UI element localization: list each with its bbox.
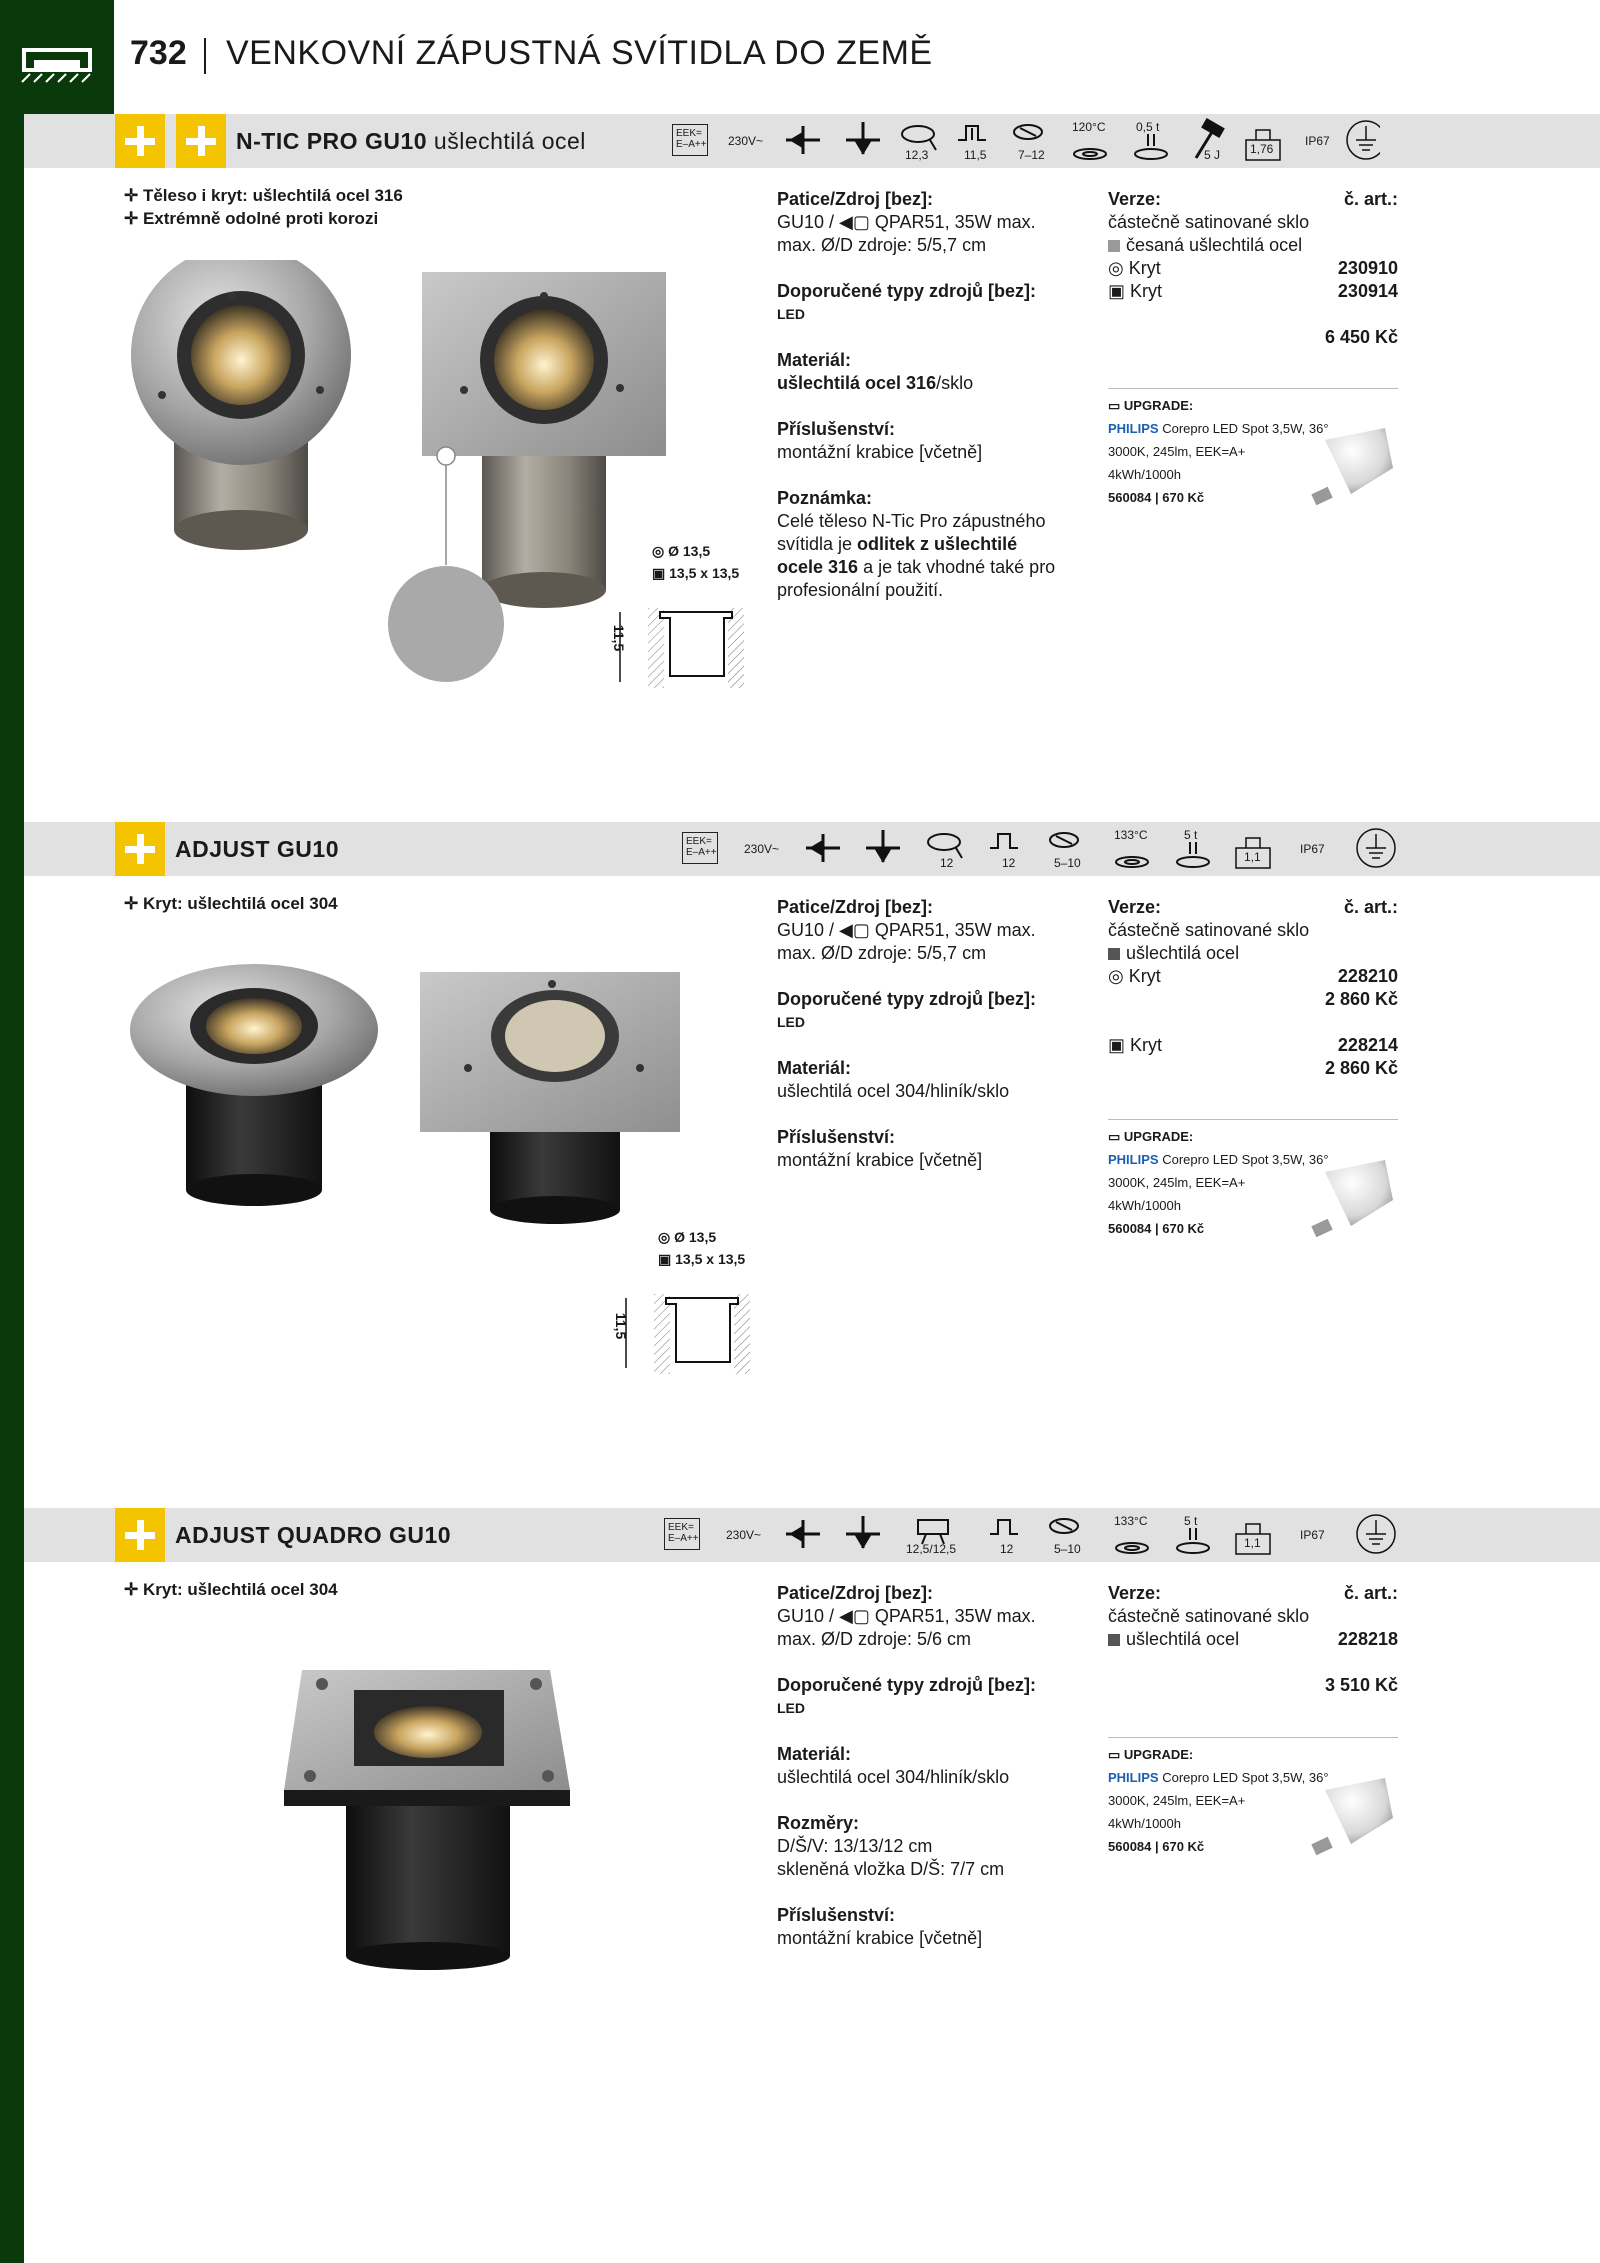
- article-row: ◎ Kryt 228210: [1108, 966, 1398, 986]
- version-heading: Verze:: [1108, 189, 1162, 209]
- voltage-label: 230V~: [728, 134, 764, 148]
- spec-value: 5–10: [1054, 1542, 1081, 1556]
- spec-load: 5 t: [1184, 828, 1198, 842]
- spec-value: 12: [1002, 856, 1016, 870]
- upgrade-title: ▭ UPGRADE:: [1108, 398, 1194, 413]
- square-dimension: ▣ 13,5 x 13,5: [658, 1251, 746, 1267]
- led-icon: LED: [777, 1014, 805, 1030]
- dimensions-value: D/Š/V: 13/13/12 cm: [777, 1836, 933, 1856]
- page-title: VENKOVNÍ ZÁPUSTNÁ SVÍTIDLA DO ZEMĚ: [226, 34, 933, 72]
- price: 2 860 Kč: [1324, 1058, 1398, 1078]
- product-name: ADJUST QUADRO GU10: [175, 1522, 452, 1548]
- feature-plus-icon: [115, 114, 165, 168]
- material-value: ušlechtilá ocel 304/hliník/sklo: [777, 1081, 1010, 1101]
- beam-icon: [1014, 125, 1042, 139]
- spec-temperature: 120°C: [1072, 120, 1106, 134]
- brushed-swatch-icon: [1108, 240, 1120, 252]
- accessories-heading: Příslušenství:: [777, 419, 896, 439]
- version-column: [1108, 1582, 1398, 1697]
- philips-logo: PHILIPS: [1108, 421, 1159, 436]
- spec-load: 0,5 t: [1136, 120, 1160, 134]
- direction-in-icon: [786, 126, 820, 154]
- upgrade-price: 560084 | 670 Kč: [1108, 490, 1205, 505]
- upgrade-line: 4kWh/1000h: [1108, 1816, 1181, 1831]
- round-dimension: ◎ Ø 13,5: [658, 1229, 717, 1245]
- led-icon: LED: [777, 306, 805, 322]
- divider: [1108, 388, 1398, 389]
- note-line: svítidla je odlitek z ušlechtilé: [777, 534, 1018, 554]
- upgrade-line: 4kWh/1000h: [1108, 467, 1181, 482]
- product-image-adjust-quadro: [280, 1670, 580, 1980]
- recommended-heading: Doporučené typy zdrojů [bez]:: [777, 989, 1037, 1009]
- product-name: ADJUST GU10: [175, 836, 339, 862]
- article-row: ušlechtilá ocel 228218: [1108, 1628, 1398, 1651]
- article-row: ▣ Kryt 228214: [1108, 1035, 1398, 1055]
- spec-temperature: 133°C: [1114, 1514, 1148, 1528]
- material-heading: Materiál:: [777, 1744, 852, 1764]
- spec-value: 7–12: [1018, 148, 1045, 162]
- load-icon: [1135, 134, 1167, 159]
- version-heading: Verze:: [1108, 897, 1162, 917]
- spec-weight: 1,76: [1250, 142, 1274, 156]
- socket-value: GU10 / ◀▢ QPAR51, 35W max.: [777, 1606, 1036, 1626]
- energy-class-badge: EEK= E–A++: [664, 1518, 700, 1550]
- spec-impact: 5 J: [1204, 148, 1221, 162]
- finish-type: ušlechtilá ocel: [1108, 942, 1398, 965]
- price: 6 450 Kč: [1324, 327, 1398, 347]
- price: 3 510 Kč: [1324, 1675, 1398, 1695]
- energy-class-badge: EEK= E–A++: [682, 832, 718, 864]
- upgrade-line: 3000K, 245lm, EEK=A+: [1108, 444, 1246, 459]
- steel-swatch-icon: [1108, 1634, 1120, 1646]
- material-value: ušlechtilá ocel 304/hliník/sklo: [777, 1767, 1010, 1787]
- upgrade-line: 4kWh/1000h: [1108, 1198, 1181, 1213]
- spec-value: 11,5: [964, 148, 987, 162]
- version-column: [1108, 188, 1398, 349]
- feature-item: ✛ Kryt: ušlechtilá ocel 304: [124, 1580, 338, 1599]
- article-heading: č. art.:: [1343, 1583, 1398, 1603]
- finish-type: česaná ušlechtilá ocel: [1108, 234, 1398, 257]
- spec-value: 12: [940, 856, 954, 870]
- dimensions-value: skleněná vložka D/Š: 7/7 cm: [777, 1859, 1005, 1879]
- socket-value: GU10 / ◀▢ QPAR51, 35W max.: [777, 920, 1036, 940]
- dimensions-block: [658, 1226, 745, 1270]
- accessories-heading: Příslušenství:: [777, 1905, 896, 1925]
- upgrade-line: 3000K, 245lm, EEK=A+: [1108, 1175, 1246, 1190]
- feature-plus-icon: [176, 114, 226, 168]
- spec-ip: IP67: [1300, 1528, 1325, 1542]
- product-image-adjust: [120, 960, 680, 1260]
- upgrade-line: Corepro LED Spot 3,5W, 36°: [1162, 421, 1329, 436]
- socket-heading: Patice/Zdroj [bez]:: [777, 1583, 934, 1603]
- product-name: N-TIC PRO GU10 ušlechtilá ocel: [236, 128, 586, 154]
- recommended-heading: Doporučené typy zdrojů [bez]:: [777, 281, 1037, 301]
- philips-logo: PHILIPS: [1108, 1152, 1159, 1167]
- feature-list: [124, 184, 403, 230]
- glass-type: částečně satinované sklo: [1108, 1606, 1310, 1626]
- divider: [1108, 1737, 1398, 1738]
- upgrade-price: 560084 | 670 Kč: [1108, 1839, 1205, 1854]
- upgrade-line: Corepro LED Spot 3,5W, 36°: [1162, 1770, 1329, 1785]
- feature-plus-icon: [115, 822, 165, 876]
- energy-class-badge: EEK= E–A++: [672, 124, 708, 156]
- spec-temperature: 133°C: [1114, 828, 1148, 842]
- recommended-heading: Doporučené typy zdrojů [bez]:: [777, 1675, 1037, 1695]
- socket-size: max. Ø/D zdroje: 5/5,7 cm: [777, 235, 987, 255]
- material-heading: Materiál:: [777, 350, 852, 370]
- product-image-ntic: [110, 260, 670, 690]
- socket-heading: Patice/Zdroj [bez]:: [777, 897, 934, 917]
- upgrade-line: Corepro LED Spot 3,5W, 36°: [1162, 1152, 1329, 1167]
- spec-load: 5 t: [1184, 1514, 1198, 1528]
- upgrade-price: 560084 | 670 Kč: [1108, 1221, 1205, 1236]
- spec-column: [777, 188, 1077, 602]
- socket-size: max. Ø/D zdroje: 5/6 cm: [777, 1629, 972, 1649]
- article-row: ◎ Kryt 230910: [1108, 258, 1398, 278]
- note-line: Celé těleso N-Tic Pro zápustného: [777, 511, 1046, 531]
- spec-value: 12: [1000, 1542, 1014, 1556]
- socket-size: max. Ø/D zdroje: 5/5,7 cm: [777, 943, 987, 963]
- page-number: 732: [130, 34, 187, 72]
- version-column: [1108, 896, 1398, 1080]
- spec-ip: IP67: [1305, 134, 1330, 148]
- voltage-label: 230V~: [744, 842, 780, 856]
- spec-column: [777, 1582, 1077, 1950]
- height-icon: [958, 126, 986, 140]
- upgrade-title: ▭ UPGRADE:: [1108, 1129, 1194, 1144]
- recessed-light-icon: [0, 0, 114, 114]
- led-bulb-image: [1305, 420, 1405, 520]
- height-dimension: 11,5: [611, 624, 628, 652]
- spec-column: [777, 896, 1077, 1172]
- category-tab: [0, 0, 114, 114]
- title-separator: [204, 38, 206, 74]
- version-heading: Verze:: [1108, 1583, 1162, 1603]
- glass-type: částečně satinované sklo: [1108, 920, 1310, 940]
- dimensions-block: [652, 540, 739, 584]
- green-side-bar: [0, 0, 24, 2263]
- accessories-value: montážní krabice [včetně]: [777, 442, 983, 462]
- price: 2 860 Kč: [1324, 989, 1398, 1009]
- accessories-value: montážní krabice [včetně]: [777, 1928, 983, 1948]
- feature-item: ✛ Těleso i kryt: ušlechtilá ocel 316: [124, 186, 403, 205]
- dimensions-heading: Rozměry:: [777, 1813, 860, 1833]
- socket-value: GU10 / ◀▢ QPAR51, 35W max.: [777, 212, 1036, 232]
- direction-down-icon: [846, 122, 880, 154]
- note-line: ocele 316 a je tak vhodné také pro: [777, 557, 1056, 577]
- spec-weight: 1,1: [1244, 850, 1261, 864]
- spec-weight: 1,1: [1244, 1536, 1261, 1550]
- led-icon: LED: [777, 1700, 805, 1716]
- spec-ip: IP67: [1300, 842, 1325, 856]
- led-bulb-image: [1305, 1770, 1405, 1870]
- spec-value: 5–10: [1054, 856, 1081, 870]
- height-dimension: 11,5: [613, 1312, 630, 1340]
- tilt-icon: [902, 126, 936, 150]
- upgrade-title: ▭ UPGRADE:: [1108, 1747, 1194, 1762]
- glass-type: částečně satinované sklo: [1108, 212, 1310, 232]
- ground-icon: [1347, 121, 1380, 159]
- feature-plus-icon: [115, 1508, 165, 1562]
- note-heading: Poznámka:: [777, 488, 873, 508]
- round-dimension: ◎ Ø 13,5: [652, 543, 711, 559]
- note-line: profesionální použití.: [777, 580, 944, 600]
- feature-list: [124, 1578, 338, 1601]
- divider: [1108, 1119, 1398, 1120]
- feature-item: ✛ Kryt: ušlechtilá ocel 304: [124, 894, 338, 913]
- socket-heading: Patice/Zdroj [bez]:: [777, 189, 934, 209]
- upgrade-line: 3000K, 245lm, EEK=A+: [1108, 1793, 1246, 1808]
- square-dimension: ▣ 13,5 x 13,5: [652, 565, 740, 581]
- article-heading: č. art.:: [1343, 189, 1398, 209]
- feature-list: [124, 892, 338, 915]
- accessories-heading: Příslušenství:: [777, 1127, 896, 1147]
- led-bulb-image: [1305, 1152, 1405, 1252]
- spec-value: 12,3: [905, 148, 929, 162]
- material-heading: Materiál:: [777, 1058, 852, 1078]
- material-value: ušlechtilá ocel 316/sklo: [777, 373, 974, 393]
- feature-item: ✛ Extrémně odolné proti korozi: [124, 209, 379, 228]
- voltage-label: 230V~: [726, 1528, 762, 1542]
- spec-value: 12,5/12,5: [906, 1542, 957, 1556]
- steel-swatch-icon: [1108, 948, 1120, 960]
- article-row: ▣ Kryt 230914: [1108, 281, 1398, 301]
- accessories-value: montážní krabice [včetně]: [777, 1150, 983, 1170]
- philips-logo: PHILIPS: [1108, 1770, 1159, 1785]
- article-heading: č. art.:: [1343, 897, 1398, 917]
- recessed-ring-icon: [1074, 149, 1106, 159]
